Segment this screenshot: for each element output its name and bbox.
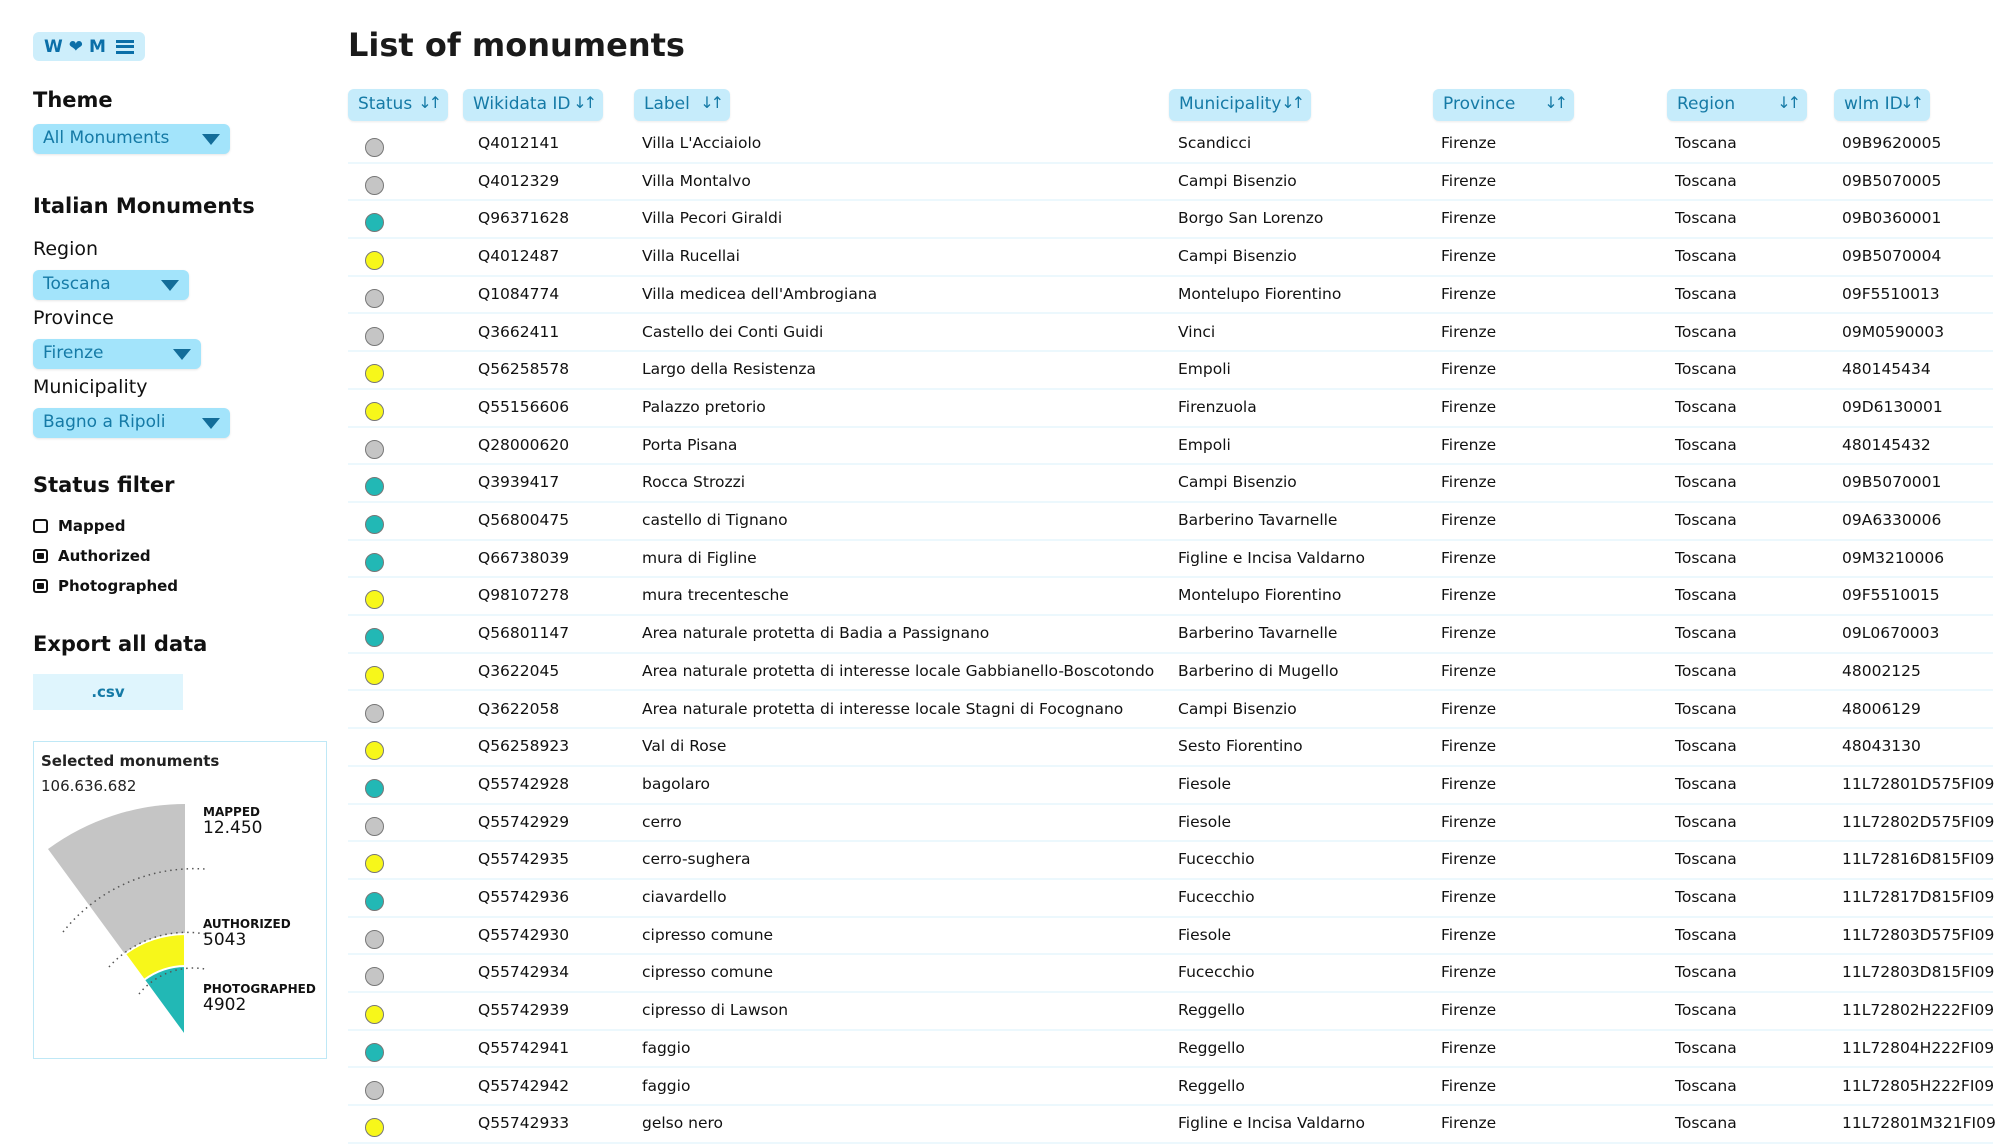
table-row[interactable] xyxy=(348,692,1993,730)
cell-wlm-id: 09F5510013 xyxy=(1842,284,1940,303)
cell-wlm-id: 11L72802H222FI09 xyxy=(1842,1001,1995,1020)
cell-wlm-id: 11L72804H222FI09 xyxy=(1842,1038,1995,1057)
cell-municipality: Fucecchio xyxy=(1178,888,1255,906)
table-row[interactable] xyxy=(348,239,1993,277)
table-row[interactable] xyxy=(348,1106,1996,1144)
cell-label: castello di Tignano xyxy=(642,511,788,529)
cell-region: Toscana xyxy=(1675,963,1737,982)
municipality-label: Municipality xyxy=(33,376,148,398)
status-dot-icon xyxy=(365,515,384,534)
cell-label: Palazzo pretorio xyxy=(642,397,766,416)
cell-municipality: Firenzuola xyxy=(1178,397,1257,416)
column-header-municipality[interactable] xyxy=(1169,89,1311,121)
cell-municipality: Empoli xyxy=(1178,435,1231,454)
cell-wlm-id: 09A6330006 xyxy=(1842,511,1942,529)
chevron-down-icon xyxy=(173,349,191,360)
table-row[interactable] xyxy=(348,126,1993,164)
cell-label: mura trecentesche xyxy=(642,586,789,605)
summary-panel xyxy=(33,741,327,1059)
cell-wikidata-id: Q3662411 xyxy=(478,322,560,341)
cell-province: Firenze xyxy=(1441,134,1497,152)
cell-province: Firenze xyxy=(1441,1114,1497,1133)
column-header-status[interactable] xyxy=(348,89,448,121)
cell-region: Toscana xyxy=(1675,171,1737,190)
logo-m: M xyxy=(89,36,106,57)
cell-wikidata-id: Q3939417 xyxy=(478,473,560,492)
checkbox[interactable] xyxy=(33,519,48,533)
cell-region: Toscana xyxy=(1675,360,1737,379)
cell-wikidata-id: Q4012487 xyxy=(478,247,560,266)
cell-wikidata-id: Q56801147 xyxy=(478,624,570,643)
summary-total: 106.636.682 xyxy=(41,777,137,795)
cell-wlm-id: 480145432 xyxy=(1842,435,1931,454)
cell-wlm-id: 11L72817D815FI09 xyxy=(1842,888,1995,906)
table-row[interactable] xyxy=(348,503,1993,541)
cell-province: Firenze xyxy=(1441,888,1497,906)
cell-province: Firenze xyxy=(1441,473,1497,492)
cell-wikidata-id: Q55742928 xyxy=(478,774,570,793)
cell-wikidata-id: Q55742936 xyxy=(478,888,570,906)
cell-province: Firenze xyxy=(1441,925,1497,944)
cell-label: Villa L'Acciaiolo xyxy=(642,134,762,152)
cell-label: Val di Rose xyxy=(642,737,727,756)
cell-region: Toscana xyxy=(1675,1076,1737,1095)
table-row[interactable] xyxy=(348,729,1993,767)
cell-municipality: Reggello xyxy=(1178,1001,1245,1020)
cell-region: Toscana xyxy=(1675,209,1737,228)
cell-municipality: Barberino Tavarnelle xyxy=(1178,511,1338,529)
cell-wikidata-id: Q56800475 xyxy=(478,511,570,529)
cell-label: faggio xyxy=(642,1038,691,1057)
cell-wlm-id: 48002125 xyxy=(1842,661,1921,680)
table-row[interactable] xyxy=(348,465,1993,503)
cell-wlm-id: 09B5070005 xyxy=(1842,171,1942,190)
province-value: Firenze xyxy=(43,343,104,363)
cell-municipality: Reggello xyxy=(1178,1038,1245,1057)
checkbox[interactable] xyxy=(33,579,48,593)
cell-province: Firenze xyxy=(1441,511,1497,529)
status-dot-icon xyxy=(365,138,384,157)
cell-label: Villa medicea dell'Ambrogiana xyxy=(642,284,878,303)
province-label: Province xyxy=(33,307,114,329)
sort-icon[interactable]: ↓↑ xyxy=(1281,93,1302,112)
cell-label: ciavardello xyxy=(642,888,727,906)
chevron-down-icon xyxy=(202,418,220,429)
cell-municipality: Fiesole xyxy=(1178,925,1232,944)
status-dot-icon xyxy=(365,1081,384,1100)
status-dot-icon xyxy=(365,402,384,421)
cell-region: Toscana xyxy=(1675,473,1737,492)
table-row[interactable] xyxy=(348,164,1993,202)
cell-municipality: Vinci xyxy=(1178,322,1216,341)
cell-wikidata-id: Q3622045 xyxy=(478,661,560,680)
column-header-region[interactable] xyxy=(1667,89,1807,121)
cell-wikidata-id: Q56258923 xyxy=(478,737,570,756)
status-dot-icon xyxy=(365,553,384,572)
cell-province: Firenze xyxy=(1441,209,1497,228)
cell-wlm-id: 11L72816D815FI09 xyxy=(1842,850,1995,869)
theme-dropdown[interactable] xyxy=(33,124,230,154)
municipality-dropdown[interactable] xyxy=(33,408,230,438)
cell-wlm-id: 11L72803D575FI09 xyxy=(1842,925,1995,944)
cell-province: Firenze xyxy=(1441,774,1497,793)
cell-region: Toscana xyxy=(1675,322,1737,341)
status-dot-icon xyxy=(365,741,384,760)
sort-icon[interactable]: ↓↑ xyxy=(573,93,594,112)
column-header-label: Status xyxy=(358,94,413,114)
cell-municipality: Fiesole xyxy=(1178,774,1232,793)
cell-municipality: Montelupo Fiorentino xyxy=(1178,586,1342,605)
cell-wlm-id: 09D6130001 xyxy=(1842,397,1943,416)
cell-region: Toscana xyxy=(1675,435,1737,454)
export-csv-button[interactable]: .csv xyxy=(33,674,183,710)
cell-label: bagolaro xyxy=(642,774,710,793)
cell-label: Castello dei Conti Guidi xyxy=(642,322,824,341)
filter-mapped[interactable] xyxy=(33,517,125,535)
cell-label: cerro xyxy=(642,812,682,831)
sort-icon[interactable]: ↓↑ xyxy=(700,93,721,112)
cell-province: Firenze xyxy=(1441,1038,1497,1057)
cell-municipality: Montelupo Fiorentino xyxy=(1178,284,1342,303)
cell-label: cerro-sughera xyxy=(642,850,751,869)
cell-label: gelso nero xyxy=(642,1114,724,1133)
table-row[interactable] xyxy=(348,767,1993,805)
status-dot-icon xyxy=(365,327,384,346)
status-dot-icon xyxy=(365,892,384,911)
cell-region: Toscana xyxy=(1675,624,1737,643)
table-row[interactable] xyxy=(348,842,1993,880)
status-dot-icon xyxy=(365,967,384,986)
cell-wlm-id: 09M3210006 xyxy=(1842,548,1945,567)
status-dot-icon xyxy=(365,213,384,232)
cell-label: Porta Pisana xyxy=(642,435,738,454)
status-dot-icon xyxy=(365,930,384,949)
cell-label: cipresso di Lawson xyxy=(642,1001,789,1020)
cell-label: faggio xyxy=(642,1076,691,1095)
status-dot-icon xyxy=(365,251,384,270)
table-row[interactable] xyxy=(348,955,1993,993)
page-title: List of monuments xyxy=(348,26,685,64)
cell-region: Toscana xyxy=(1675,774,1737,793)
cell-province: Firenze xyxy=(1441,171,1497,190)
cell-province: Firenze xyxy=(1441,812,1497,831)
table-row[interactable] xyxy=(348,352,1993,390)
cell-municipality: Borgo San Lorenzo xyxy=(1178,209,1324,228)
status-dot-icon xyxy=(365,364,384,383)
cell-municipality: Figline e Incisa Valdarno xyxy=(1178,548,1365,567)
cell-wlm-id: 48006129 xyxy=(1842,699,1921,718)
table-row[interactable] xyxy=(348,428,1993,466)
cell-province: Firenze xyxy=(1441,1076,1497,1095)
cell-province: Firenze xyxy=(1441,850,1497,869)
province-dropdown[interactable] xyxy=(33,339,201,369)
table-row[interactable] xyxy=(348,880,1993,918)
status-dot-icon xyxy=(365,1118,384,1137)
cell-municipality: Reggello xyxy=(1178,1076,1245,1095)
cell-wlm-id: 09L0670003 xyxy=(1842,624,1940,643)
cell-wlm-id: 11L72805H222FI09 xyxy=(1842,1076,1995,1095)
cell-municipality: Fucecchio xyxy=(1178,850,1255,869)
table-row[interactable] xyxy=(348,201,1993,239)
cell-region: Toscana xyxy=(1675,247,1737,266)
cell-wlm-id: 11L72801D575FI09 xyxy=(1842,774,1995,793)
table-row[interactable] xyxy=(348,805,1993,843)
export-heading: Export all data xyxy=(33,632,208,656)
cell-wikidata-id: Q55742935 xyxy=(478,850,570,869)
filter-label: Photographed xyxy=(58,577,179,595)
cell-wikidata-id: Q3622058 xyxy=(478,699,560,718)
cell-label: mura di Figline xyxy=(642,548,757,567)
theme-heading: Theme xyxy=(33,88,113,112)
cell-wlm-id: 48043130 xyxy=(1842,737,1921,756)
municipality-value: Bagno a Ripoli xyxy=(43,412,166,432)
cell-wikidata-id: Q4012329 xyxy=(478,171,560,190)
status-dot-icon xyxy=(365,817,384,836)
cell-wikidata-id: Q55742933 xyxy=(478,1114,570,1133)
table-row[interactable] xyxy=(348,654,1993,692)
cell-label: Rocca Strozzi xyxy=(642,473,746,492)
photographed-label: PHOTOGRAPHED xyxy=(203,982,316,996)
sort-icon[interactable]: ↓↑ xyxy=(1777,93,1798,112)
logo-w: W xyxy=(44,36,63,57)
region-label: Region xyxy=(33,238,99,260)
cell-wlm-id: 11L72803D815FI09 xyxy=(1842,963,1995,982)
cell-region: Toscana xyxy=(1675,586,1737,605)
cell-municipality: Campi Bisenzio xyxy=(1178,171,1297,190)
cell-wikidata-id: Q1084774 xyxy=(478,284,560,303)
table-row[interactable] xyxy=(348,1031,1993,1069)
cell-province: Firenze xyxy=(1441,435,1497,454)
cell-municipality: Barberino di Mugello xyxy=(1178,661,1339,680)
cell-wlm-id: 09B5070001 xyxy=(1842,473,1942,492)
column-header-wlm-id[interactable] xyxy=(1834,89,1930,121)
cell-province: Firenze xyxy=(1441,624,1497,643)
cell-region: Toscana xyxy=(1675,925,1737,944)
column-header-label: wlm ID xyxy=(1844,94,1903,114)
cell-wikidata-id: Q4012141 xyxy=(478,134,560,152)
table-row[interactable] xyxy=(348,390,1993,428)
status-filter-heading: Status filter xyxy=(33,473,175,497)
cell-label: Largo della Resistenza xyxy=(642,360,817,379)
cell-wikidata-id: Q28000620 xyxy=(478,435,570,454)
cell-wlm-id: 09F5510015 xyxy=(1842,586,1940,605)
chevron-down-icon xyxy=(161,280,179,291)
sort-icon[interactable]: ↓↑ xyxy=(1900,93,1921,112)
cell-region: Toscana xyxy=(1675,1038,1737,1057)
status-dot-icon xyxy=(365,477,384,496)
cell-province: Firenze xyxy=(1441,247,1497,266)
cell-wikidata-id: Q55742939 xyxy=(478,1001,570,1020)
chevron-down-icon xyxy=(202,134,220,145)
status-dot-icon xyxy=(365,1005,384,1024)
cell-region: Toscana xyxy=(1675,397,1737,416)
cell-wikidata-id: Q96371628 xyxy=(478,209,570,228)
cell-municipality: Campi Bisenzio xyxy=(1178,247,1297,266)
cell-label: Villa Rucellai xyxy=(642,247,740,266)
table-row[interactable] xyxy=(348,541,1993,579)
table-row[interactable] xyxy=(348,918,1993,956)
status-dot-icon xyxy=(365,854,384,873)
column-header-province[interactable] xyxy=(1433,89,1574,121)
cell-wikidata-id: Q66738039 xyxy=(478,548,570,567)
mapped-label: MAPPED xyxy=(203,805,260,819)
status-dot-icon xyxy=(365,289,384,308)
cell-wlm-id: 11L72801M321FI09 xyxy=(1842,1114,1996,1133)
cell-municipality: Fucecchio xyxy=(1178,963,1255,982)
table-row[interactable] xyxy=(348,578,1993,616)
heart-icon: ❤ xyxy=(68,36,84,57)
status-dot-icon xyxy=(365,666,384,685)
cell-label: Villa Pecori Giraldi xyxy=(642,209,783,228)
status-dot-icon xyxy=(365,440,384,459)
cell-region: Toscana xyxy=(1675,699,1737,718)
cell-wlm-id: 09B5070004 xyxy=(1842,247,1942,266)
cell-wlm-id: 09M0590003 xyxy=(1842,322,1945,341)
table-row[interactable] xyxy=(348,315,1993,353)
sort-icon[interactable]: ↓↑ xyxy=(418,93,439,112)
status-dot-icon xyxy=(365,779,384,798)
cell-label: Villa Montalvo xyxy=(642,171,751,190)
sort-icon[interactable]: ↓↑ xyxy=(1544,93,1565,112)
section-heading: Italian Monuments xyxy=(33,194,255,218)
column-header-label: Wikidata ID xyxy=(473,94,571,114)
photographed-wedge xyxy=(144,966,185,1036)
cell-wlm-id: 11L72802D575FI09 xyxy=(1842,812,1995,831)
hamburger-menu-icon xyxy=(116,40,134,54)
cell-municipality: Scandicci xyxy=(1178,134,1252,152)
cell-wlm-id: 480145434 xyxy=(1842,360,1931,379)
cell-wikidata-id: Q55742934 xyxy=(478,963,570,982)
mapped-value: 12.450 xyxy=(203,818,263,838)
cell-wlm-id: 09B9620005 xyxy=(1842,134,1942,152)
cell-wikidata-id: Q55742930 xyxy=(478,925,570,944)
status-dot-icon xyxy=(365,704,384,723)
filter-authorized[interactable] xyxy=(33,547,151,565)
table-row[interactable] xyxy=(348,616,1993,654)
column-header-label: Label xyxy=(644,94,690,114)
checkbox[interactable] xyxy=(33,549,48,563)
filter-label: Mapped xyxy=(58,517,126,535)
cell-label: Area naturale protetta di Badia a Passignano xyxy=(642,624,990,643)
cell-region: Toscana xyxy=(1675,850,1737,869)
table-row[interactable] xyxy=(348,1069,1993,1107)
cell-region: Toscana xyxy=(1675,737,1737,756)
cell-province: Firenze xyxy=(1441,360,1497,379)
cell-province: Firenze xyxy=(1441,661,1497,680)
cell-municipality: Campi Bisenzio xyxy=(1178,473,1297,492)
cell-region: Toscana xyxy=(1675,134,1737,152)
logo-menu-button[interactable] xyxy=(33,32,145,61)
status-dot-icon xyxy=(365,176,384,195)
authorized-value: 5043 xyxy=(203,930,247,950)
cell-wikidata-id: Q56258578 xyxy=(478,360,570,379)
cell-wikidata-id: Q55742941 xyxy=(478,1038,570,1057)
cell-municipality: Barberino Tavarnelle xyxy=(1178,624,1338,643)
cell-region: Toscana xyxy=(1675,661,1737,680)
cell-wikidata-id: Q55742942 xyxy=(478,1076,570,1095)
cell-municipality: Fiesole xyxy=(1178,812,1232,831)
table-row[interactable] xyxy=(348,993,1993,1031)
status-dot-icon xyxy=(365,1043,384,1062)
authorized-label: AUTHORIZED xyxy=(203,917,291,931)
photographed-value: 4902 xyxy=(203,995,247,1015)
cell-municipality: Campi Bisenzio xyxy=(1178,699,1297,718)
cell-wikidata-id: Q55156606 xyxy=(478,397,570,416)
column-header-label: Municipality xyxy=(1179,94,1282,114)
cell-province: Firenze xyxy=(1441,1001,1497,1020)
column-header-wikidata-id[interactable] xyxy=(463,89,603,121)
cell-province: Firenze xyxy=(1441,322,1497,341)
cell-province: Firenze xyxy=(1441,284,1497,303)
cell-region: Toscana xyxy=(1675,511,1737,529)
filter-photographed[interactable] xyxy=(33,577,178,595)
region-dropdown[interactable] xyxy=(33,270,189,300)
status-dot-icon xyxy=(365,590,384,609)
column-header-label: Region xyxy=(1677,94,1736,114)
cell-region: Toscana xyxy=(1675,812,1737,831)
column-header-label[interactable] xyxy=(634,89,730,121)
cell-wikidata-id: Q55742929 xyxy=(478,812,570,831)
cell-region: Toscana xyxy=(1675,888,1737,906)
summary-title: Selected monuments xyxy=(41,752,220,770)
cell-region: Toscana xyxy=(1675,1001,1737,1020)
cell-province: Firenze xyxy=(1441,963,1497,982)
filter-label: Authorized xyxy=(58,547,151,565)
region-value: Toscana xyxy=(43,274,111,294)
cell-municipality: Empoli xyxy=(1178,360,1231,379)
cell-municipality: Figline e Incisa Valdarno xyxy=(1178,1114,1365,1133)
cell-municipality: Sesto Fiorentino xyxy=(1178,737,1303,756)
cell-region: Toscana xyxy=(1675,1114,1737,1133)
cell-province: Firenze xyxy=(1441,548,1497,567)
cell-label: Area naturale protetta di interesse locale Stagni di Focognano xyxy=(642,699,1124,718)
theme-value: All Monuments xyxy=(43,128,170,148)
column-header-label: Province xyxy=(1443,94,1516,114)
cell-wlm-id: 09B0360001 xyxy=(1842,209,1942,228)
cell-label: cipresso comune xyxy=(642,925,774,944)
cell-province: Firenze xyxy=(1441,737,1497,756)
cell-province: Firenze xyxy=(1441,397,1497,416)
cell-province: Firenze xyxy=(1441,699,1497,718)
cell-region: Toscana xyxy=(1675,284,1737,303)
status-wedge-chart xyxy=(34,742,328,1060)
cell-label: Area naturale protetta di interesse locale Gabbianello-Boscotondo xyxy=(642,661,1155,680)
cell-region: Toscana xyxy=(1675,548,1737,567)
cell-wikidata-id: Q98107278 xyxy=(478,586,570,605)
table-row[interactable] xyxy=(348,277,1993,315)
cell-province: Firenze xyxy=(1441,586,1497,605)
status-dot-icon xyxy=(365,628,384,647)
cell-label: cipresso comune xyxy=(642,963,774,982)
